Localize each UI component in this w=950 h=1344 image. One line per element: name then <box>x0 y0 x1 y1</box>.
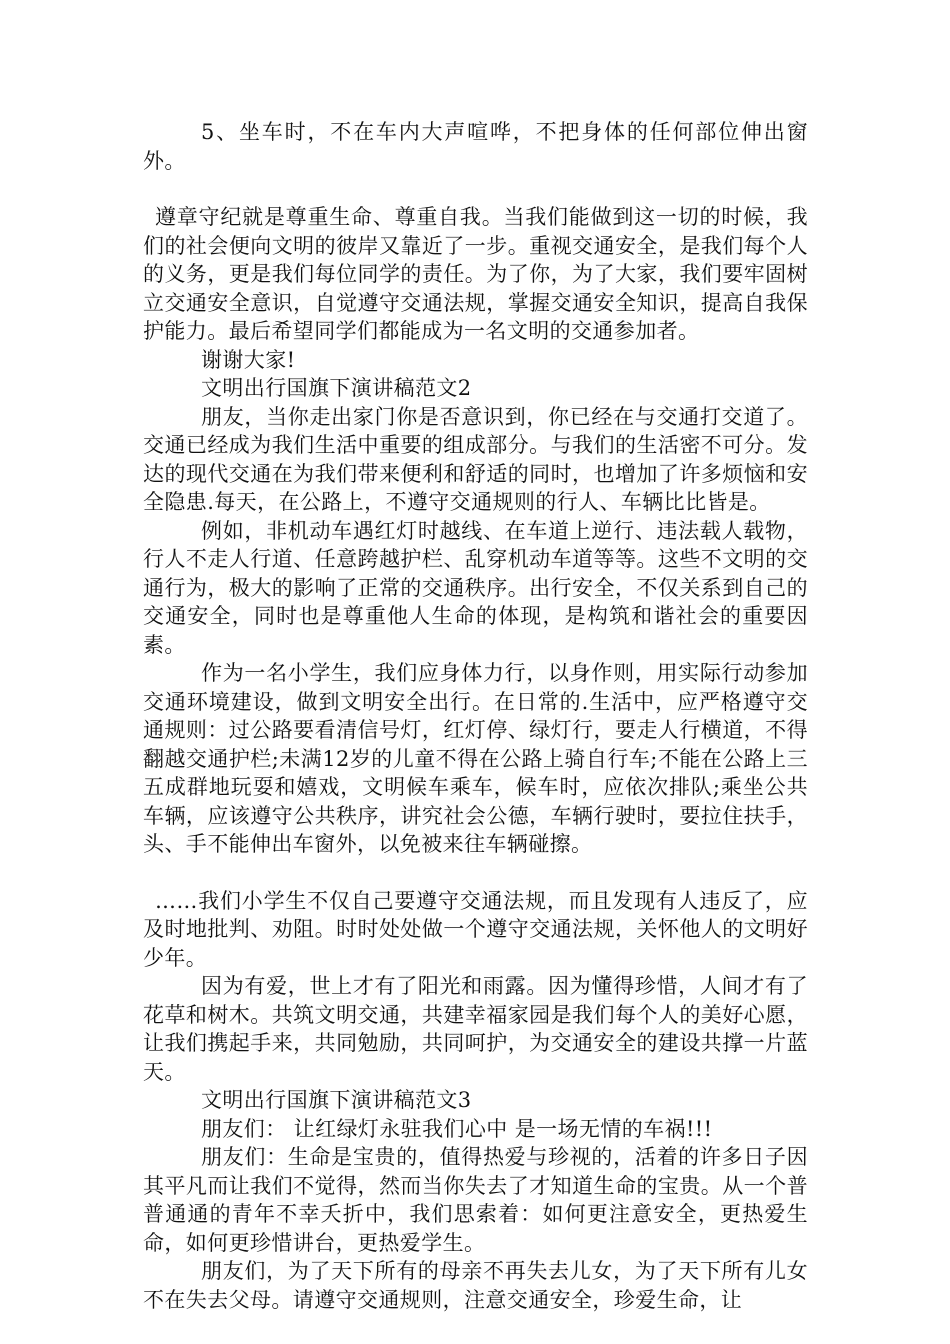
paragraph-love: 因为有爱，世上才有了阳光和雨露。因为懂得珍惜，人间才有了花草和树木。共筑文明交通，共建幸福家园是我们每个人的美好心愿，让我们携起手来，共同勉励，共同呵护，为交通安全的建设共撑一片蓝天。 <box>143 974 808 1084</box>
paragraph-thanks: 谢谢大家! <box>201 347 296 372</box>
paragraph-criticism: ……我们小学生不仅自己要遵守交通法规，而且发现有人违反了，应及时地批判、劝阻。时时处处做一个遵守交通法规，关怀他人的文明好少年。 <box>143 888 808 970</box>
document-body <box>143 118 808 1314</box>
section-heading-2: 文明出行国旗下演讲稿范文2 <box>201 376 472 400</box>
section-heading-3: 文明出行国旗下演讲稿范文3 <box>201 1088 472 1112</box>
paragraph-rule-5: 5、坐车时，不在车内大声喧哗，不把身体的任何部位伸出窗外。 <box>143 120 808 173</box>
paragraph-examples: 例如，非机动车遇红灯时越线、在车道上逆行、违法载人载物，行人不走人行道、任意跨越护栏、乱穿机动车道等等。这些不文明的交通行为，极大的影响了正常的交通秩序。出行安全，不仅关系到自己的交通安全，同时也是尊重他人生命的体现，是构筑和谐社会的重要因素。 <box>143 518 808 657</box>
paragraph-greeting: 朋友们： 让红绿灯永驻我们心中 是一场无情的车祸!!! <box>201 1116 713 1141</box>
paragraph-student-duty: 作为一名小学生，我们应身体力行，以身作则，用实际行动参加交通环境建设，做到文明安全出行。在日常的.生活中，应严格遵守交通规则：过公路要看清信号灯，红灯停、绿灯行，要走人行横道，不得翻越交通护栏;未满12岁的儿童不得在公路上骑自行车;不能在公路上三五成群地玩耍和嬉戏，文明候车乘车，候车时，应依次排队;乘坐公共车辆，应该遵守公共秩序，讲究社会公德，车辆行驶时，要拉住扶手，头、手不能伸出车窗外，以免被来往车辆碰擦。 <box>143 661 808 856</box>
paragraph-conclusion: 遵章守纪就是尊重生命、尊重自我。当我们能做到这一切的时候，我们的社会便向文明的彼岸又靠近了一步。重视交通安全，是我们每个人的义务，更是我们每位同学的责任。为了你，为了大家，我们要牢固树立交通安全意识，自觉遵守交通法规，掌握交通安全知识，提高自我保护能力。最后希望同学们都能成为一名文明的交通参加者。 <box>143 205 808 343</box>
paragraph-life: 朋友们：生命是宝贵的，值得热爱与珍视的，活着的许多日子因其平凡而让我们不觉得，然而当你失去了才知道生命的宝贵。从一个普普通通的青年不幸夭折中，我们思索着：如何更注意安全，更热爱生命，如何更珍惜讲台，更热爱学生。 <box>143 1145 808 1255</box>
paragraph-appeal: 朋友们，为了天下所有的母亲不再失去儿女，为了天下所有儿女不在失去父母。请遵守交通规则，注意交通安全，珍爱生命，让 <box>143 1259 808 1312</box>
paragraph-intro: 朋友，当你走出家门你是否意识到，你已经在与交通打交道了。交通已经成为我们生活中重要的组成部分。与我们的生活密不可分。发达的现代交通在为我们带来便利和舒适的同时，也增加了许多烦恼和安全隐患.每天，在公路上，不遵守交通规则的行人、车辆比比皆是。 <box>143 404 808 514</box>
